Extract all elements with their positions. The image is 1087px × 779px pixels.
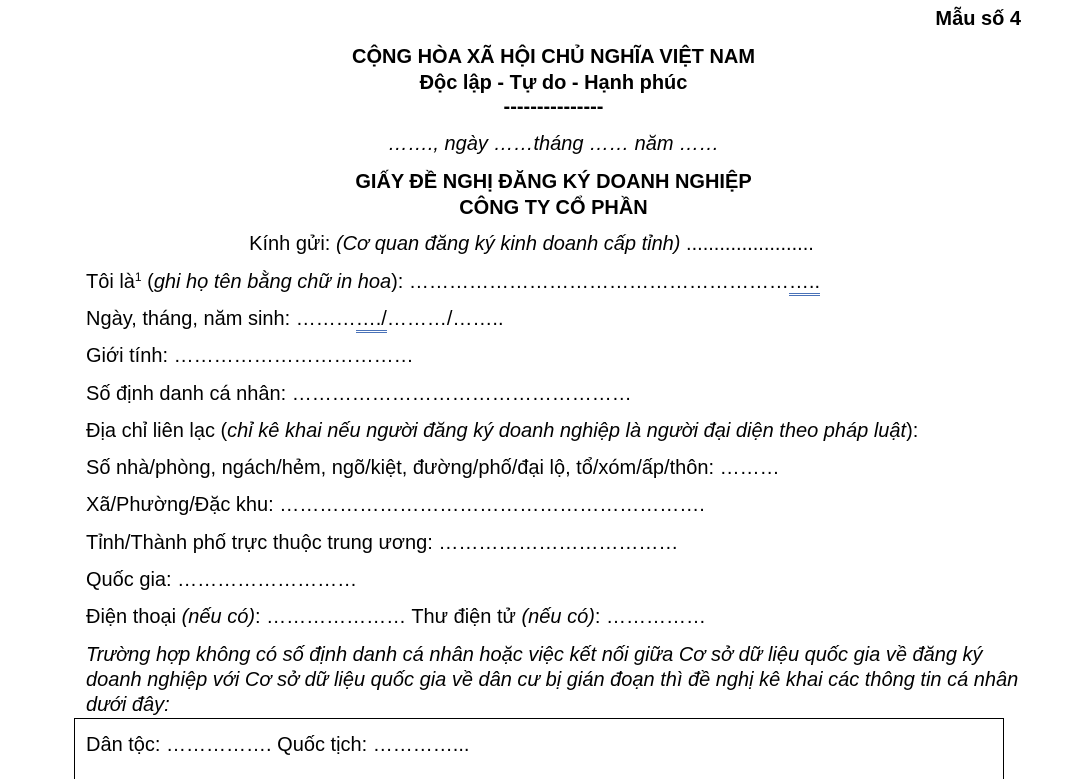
nationality-label: Quốc tịch: — [277, 734, 373, 756]
personal-id-blank[interactable]: …………………………………………… — [291, 383, 632, 405]
street-blank[interactable]: ……… — [719, 457, 780, 479]
province-blank[interactable]: ……………………………… — [438, 532, 679, 554]
gender-blank[interactable]: ……………………………… — [173, 345, 414, 367]
contact-address-label: Địa chỉ liên lạc ( — [86, 420, 228, 442]
dob-label: Ngày, tháng, năm sinh: — [86, 308, 296, 330]
nationality-blank[interactable]: …………... — [372, 734, 470, 756]
recipient-label: Kính gửi: — [249, 233, 336, 255]
phone-label: Điện thoại — [86, 606, 182, 628]
gender-label: Giới tính: — [86, 345, 174, 367]
proofing-mark: ….. — [789, 271, 820, 296]
contact-address-hint: chỉ kê khai nếu người đăng ký doanh nghiệp là người đại diện theo pháp luật — [227, 420, 907, 442]
footnote-marker: 1 — [134, 270, 142, 284]
name-hint: ghi họ tên bằng chữ in hoa — [153, 271, 392, 293]
name-label: Tôi là — [86, 271, 135, 293]
email-blank[interactable]: …………… — [605, 606, 706, 628]
form-title: GIẤY ĐỀ NGHỊ ĐĂNG KÝ DOANH NGHIỆP — [355, 171, 752, 193]
field-ward — [86, 494, 705, 517]
province-label: Tỉnh/Thành phố trực thuộc trung ương: — [86, 532, 439, 554]
dob-blank[interactable]: ……… — [295, 308, 356, 330]
recipient-authority: (Cơ quan đăng ký kinh doanh cấp tỉnh) — [335, 233, 681, 255]
country-blank[interactable]: ……………………… — [177, 569, 358, 591]
ward-blank[interactable]: ………………………………………………………. — [279, 494, 705, 516]
motto-heading: Độc lập - Tự do - Hạnh phúc — [419, 72, 688, 94]
personal-info-box — [74, 718, 1004, 779]
phone-blank[interactable]: ………………… — [266, 606, 412, 628]
field-province — [86, 532, 678, 555]
field-contact-address: Địa chỉ liên lạc (chỉ kê khai nếu người đăng ký doanh nghiệp là người đại diện theo pháp luật): — [86, 420, 919, 442]
date-line: ……., ngày ……tháng …… năm …… — [387, 133, 720, 155]
form-number: Mẫu số 4 — [935, 8, 1021, 30]
field-dob — [86, 308, 504, 331]
field-country — [86, 569, 357, 592]
field-phone-email: Điện thoại (nếu có): ………………… Thư điện tử (nếu có): …………… — [86, 606, 706, 628]
ethnicity-label: Dân tộc: — [86, 734, 167, 756]
country-label: Quốc gia: — [86, 569, 178, 591]
recipient-line — [0, 233, 1085, 256]
street-label: Số nhà/phòng, ngách/hẻm, ngõ/kiệt, đường/phố/đại lộ, tổ/xóm/ấp/thôn: — [86, 457, 720, 479]
name-blank[interactable]: ………………………………………………… — [408, 271, 789, 293]
email-label: Thư điện tử — [411, 606, 522, 628]
proofing-mark: …./ — [356, 308, 387, 333]
field-street — [86, 457, 780, 480]
field-gender — [86, 345, 414, 368]
ward-label: Xã/Phường/Đặc khu: — [86, 494, 280, 516]
dob-blank-rest[interactable]: ………/…….. — [386, 308, 504, 330]
heading-separator: --------------- — [503, 96, 604, 118]
ethnicity-blank[interactable]: ……………. — [166, 734, 278, 756]
nation-heading: CỘNG HÒA XÃ HỘI CHỦ NGHĨA VIỆT NAM — [352, 46, 755, 68]
ethnicity-nationality-line — [86, 734, 469, 757]
recipient-blank[interactable]: ....................... — [680, 233, 814, 255]
field-personal-id — [86, 383, 632, 406]
personal-id-label: Số định danh cá nhân: — [86, 383, 292, 405]
field-name: Tôi $là^1$ (ghi họ tên bằng chữ in hoa): …………………………………………………….. — [86, 271, 820, 294]
instruction-note: Trường hợp không có số định danh cá nhân hoặc việc kết nối giữa Cơ sở dữ liệu quốc gia về đăng ký doanh nghiệp với Cơ sở dữ liệu quốc gia về dân cư bị gián đoạn thì đề nghị kê khai các thông tin cá nhân dưới đây: — [86, 644, 1019, 716]
form-subtitle: CÔNG TY CỔ PHẦN — [459, 197, 648, 219]
